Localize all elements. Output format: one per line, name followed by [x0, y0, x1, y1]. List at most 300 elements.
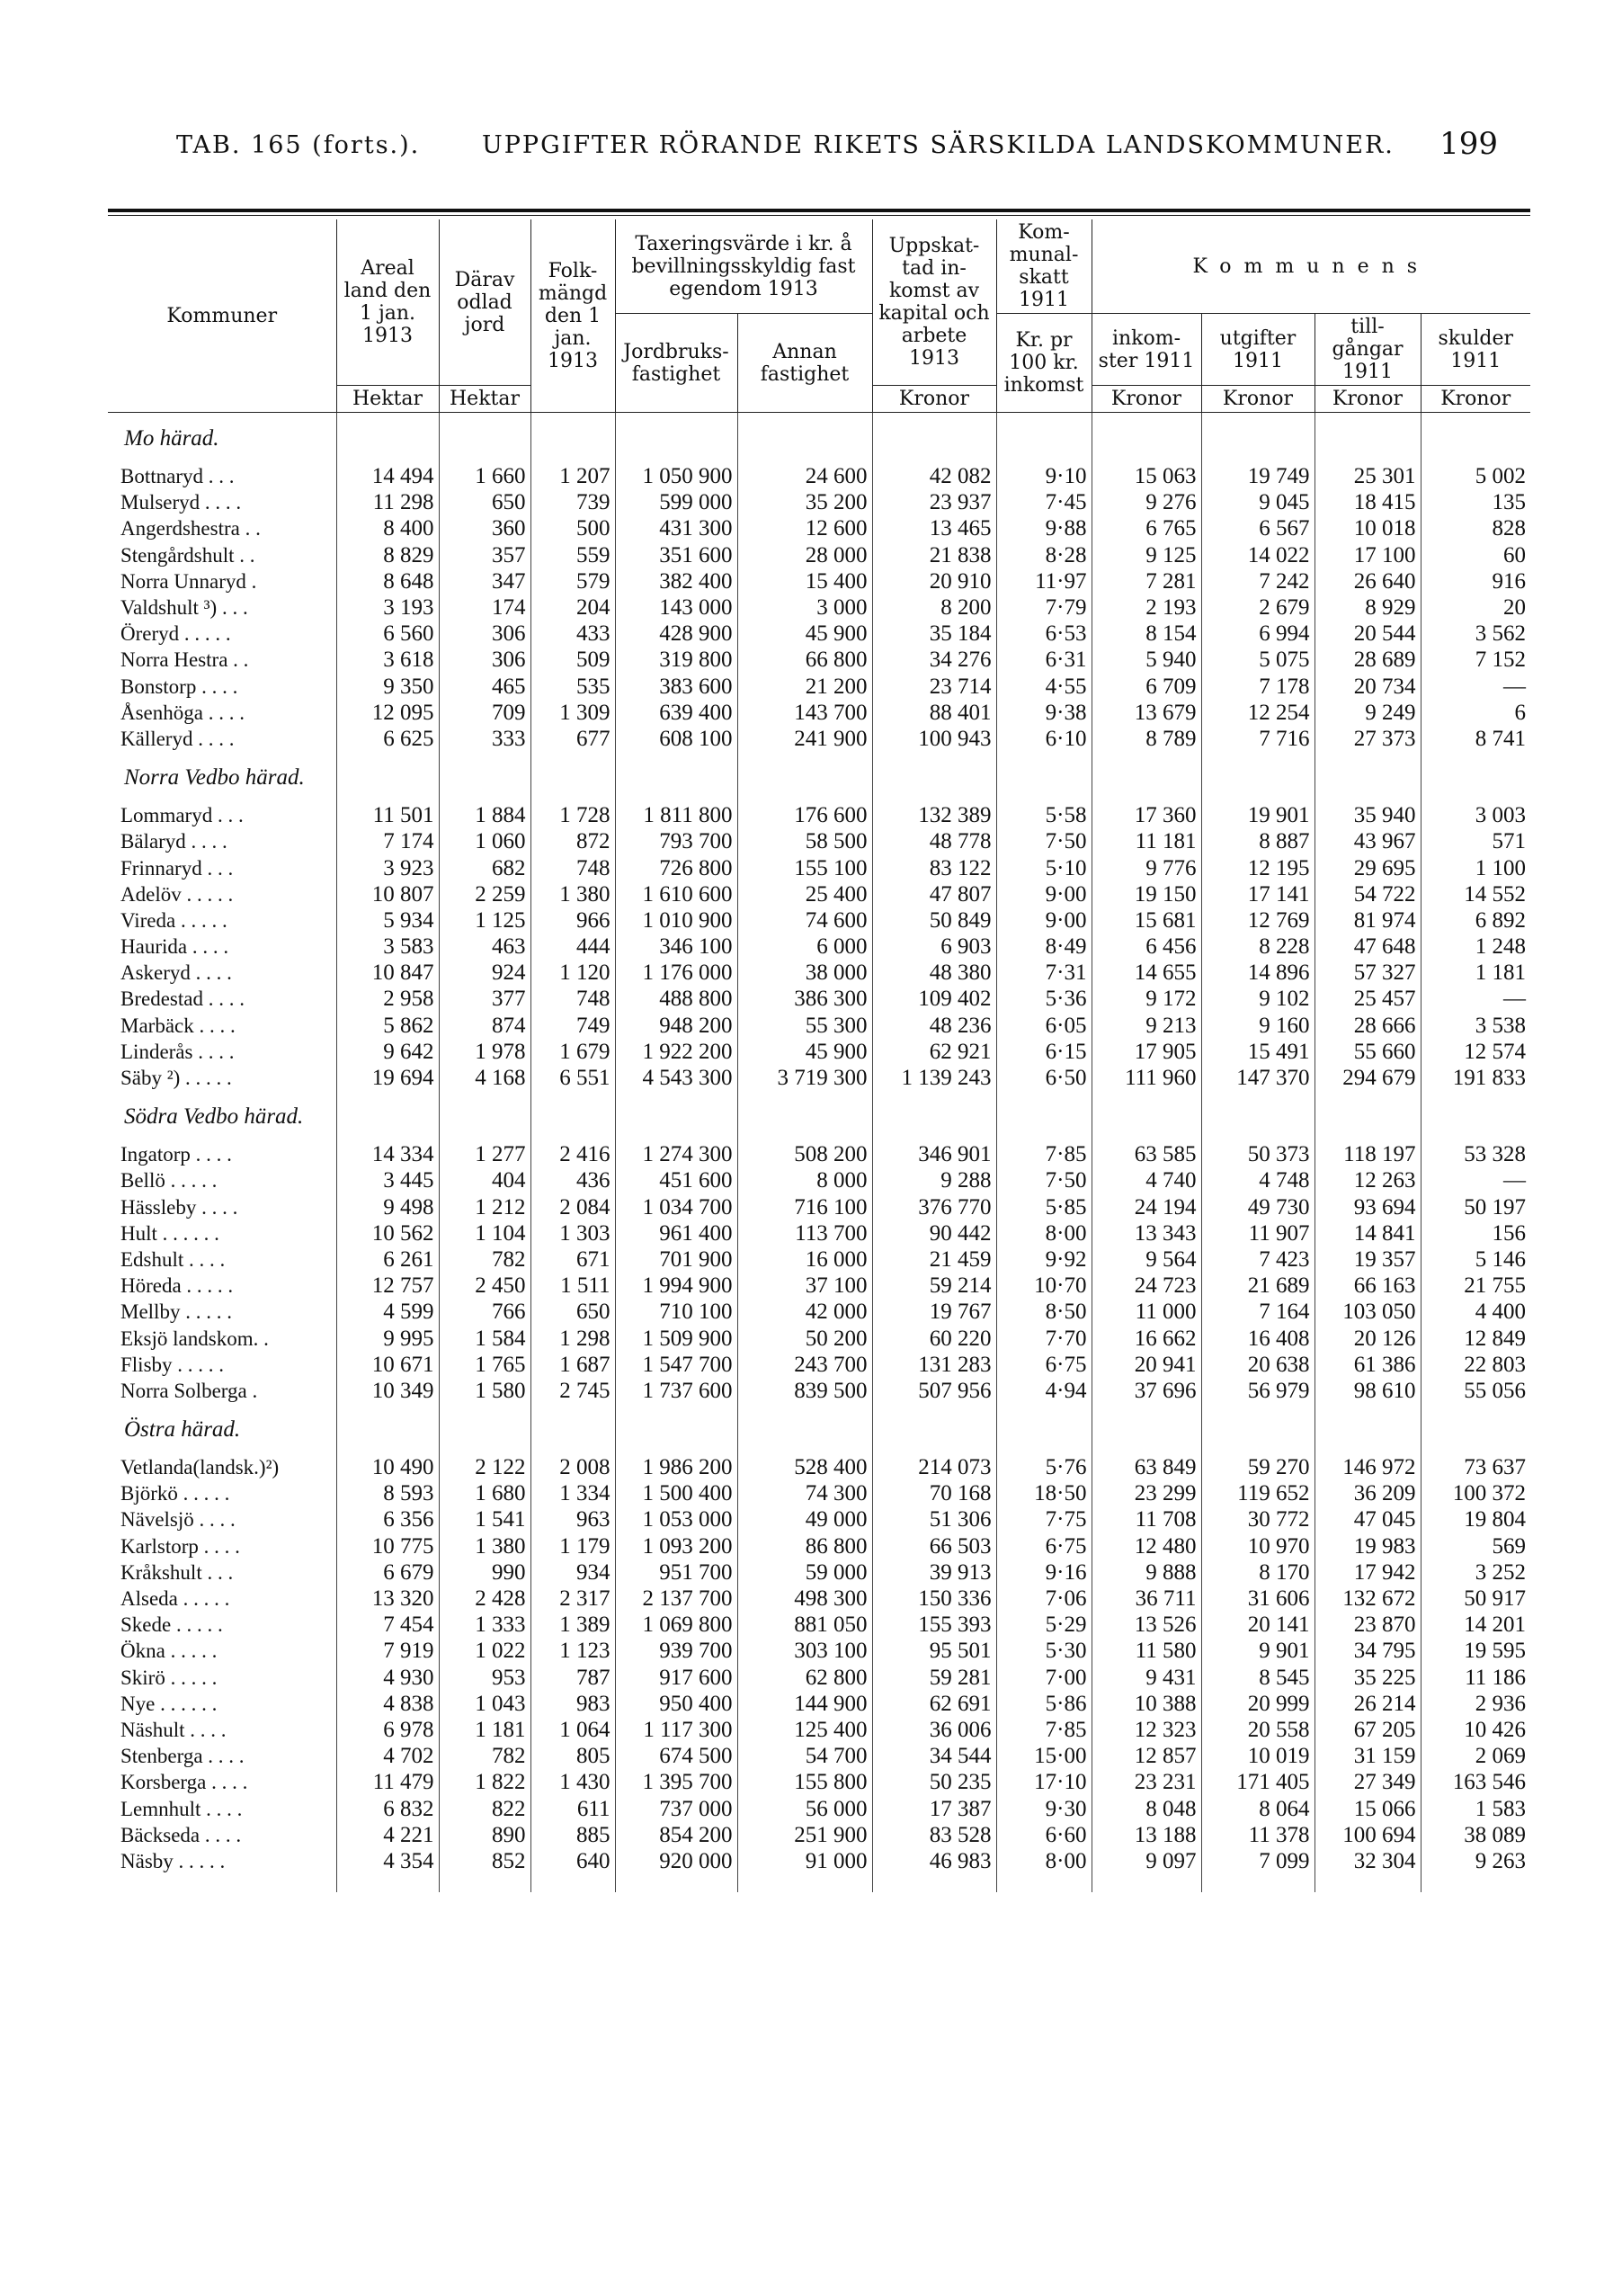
kommun-name: Marbäck . . . .	[120, 1014, 236, 1037]
cell-ut: 17 141	[1201, 881, 1315, 907]
cell-o: 924	[439, 960, 530, 986]
cell-n: 56 000	[737, 1795, 872, 1821]
cell-sk: 73 637	[1421, 1454, 1530, 1480]
cell-n: 144 900	[737, 1691, 872, 1717]
table-row	[108, 463, 1530, 489]
cell-f: 1 389	[530, 1612, 615, 1638]
cell-o: 174	[439, 594, 530, 621]
cell-j: 599 000	[615, 489, 737, 515]
cell-s: 9·10	[996, 463, 1092, 489]
cell-f: 1 298	[530, 1325, 615, 1351]
cell-n: 303 100	[737, 1638, 872, 1664]
table-row	[108, 1480, 1530, 1506]
kommun-name: Mulseryd . . . .	[120, 491, 242, 514]
cell-n: 6 000	[737, 934, 872, 960]
cell-j: 1 176 000	[615, 960, 737, 986]
cell-o: 874	[439, 1013, 530, 1039]
cell-i: 9 097	[1092, 1848, 1201, 1874]
cell-ut: 11 378	[1201, 1822, 1315, 1848]
cell-n: 45 900	[737, 621, 872, 647]
cell-f: 500	[530, 515, 615, 541]
table-row	[108, 726, 1530, 752]
cell-j: 1 053 000	[615, 1506, 737, 1532]
cell-ut: 49 730	[1201, 1194, 1315, 1220]
page-title: UPPGIFTER RÖRANDE RIKETS SÄRSKILDA LANDSKOMMUNER.	[482, 131, 1395, 159]
cell-f: 611	[530, 1795, 615, 1821]
cell-o: 1 580	[439, 1378, 530, 1404]
cell-sk: 916	[1421, 568, 1530, 594]
cell-sk: 14 201	[1421, 1612, 1530, 1638]
table-row	[108, 1848, 1530, 1874]
cell-ut: 119 652	[1201, 1480, 1315, 1506]
cell-s: 5·58	[996, 802, 1092, 828]
cell-f: 650	[530, 1299, 615, 1325]
cell-sk: 3 003	[1421, 802, 1530, 828]
cell-o: 1 884	[439, 802, 530, 828]
cell-f: 1 687	[530, 1352, 615, 1378]
cell-ut: 19 749	[1201, 463, 1315, 489]
cell-u: 19 767	[872, 1299, 996, 1325]
kommun-name: Ökna . . . . .	[120, 1639, 218, 1663]
cell-f: 509	[530, 647, 615, 673]
cell-f: 1 334	[530, 1480, 615, 1506]
cell-a: 19 694	[336, 1065, 439, 1091]
unit-utgifter: Kronor	[1201, 386, 1315, 413]
cell-a: 7 919	[336, 1638, 439, 1664]
cell-u: 6 903	[872, 934, 996, 960]
cell-a: 6 832	[336, 1795, 439, 1821]
cell-n: 49 000	[737, 1506, 872, 1532]
unit-uppskattad: Kronor	[872, 386, 996, 413]
table-header	[108, 219, 1530, 413]
cell-sk: —	[1421, 674, 1530, 700]
table-row	[108, 674, 1530, 700]
district-heading: Södra Vedbo härad.	[124, 1103, 304, 1129]
col-skatt: Kom-munal-skatt 1911	[996, 219, 1092, 314]
table-label: TAB. 165 (forts.).	[176, 131, 421, 159]
cell-i: 9 431	[1092, 1665, 1201, 1691]
table-row	[108, 1039, 1530, 1065]
cell-f: 805	[530, 1743, 615, 1769]
cell-i: 16 662	[1092, 1325, 1201, 1351]
cell-a: 8 593	[336, 1480, 439, 1506]
cell-u: 66 503	[872, 1533, 996, 1559]
kommun-name: Bottnaryd . . .	[120, 465, 235, 488]
cell-a: 8 400	[336, 515, 439, 541]
statistics-table	[108, 219, 1530, 1892]
cell-t: 25 301	[1315, 463, 1421, 489]
unit-inkomster: Kronor	[1092, 386, 1201, 413]
cell-sk: 6 892	[1421, 907, 1530, 934]
cell-ut: 6 994	[1201, 621, 1315, 647]
cell-u: 346 901	[872, 1141, 996, 1167]
cell-n: 528 400	[737, 1454, 872, 1480]
cell-sk: 10 426	[1421, 1717, 1530, 1743]
cell-s: 9·92	[996, 1246, 1092, 1273]
col-tillgangar: till-gångar 1911	[1315, 314, 1421, 386]
cell-f: 436	[530, 1167, 615, 1193]
cell-s: 7·50	[996, 828, 1092, 854]
table-row	[108, 1743, 1530, 1769]
cell-n: 86 800	[737, 1533, 872, 1559]
top-rule	[108, 209, 1530, 212]
kommun-name: Vireda . . . . .	[120, 908, 227, 932]
cell-n: 55 300	[737, 1013, 872, 1039]
cell-ut: 147 370	[1201, 1065, 1315, 1091]
cell-t: 67 205	[1315, 1717, 1421, 1743]
cell-t: 20 544	[1315, 621, 1421, 647]
cell-j: 1 922 200	[615, 1039, 737, 1065]
cell-t: 29 695	[1315, 854, 1421, 880]
cell-t: 54 722	[1315, 881, 1421, 907]
cell-o: 953	[439, 1665, 530, 1691]
table-row	[108, 489, 1530, 515]
table-row	[108, 1299, 1530, 1325]
cell-j: 431 300	[615, 515, 737, 541]
cell-t: 23 870	[1315, 1612, 1421, 1638]
cell-a: 13 320	[336, 1586, 439, 1612]
cell-s: 7·06	[996, 1586, 1092, 1612]
cell-f: 748	[530, 854, 615, 880]
cell-o: 852	[439, 1848, 530, 1874]
cell-sk: 135	[1421, 489, 1530, 515]
cell-u: 48 380	[872, 960, 996, 986]
cell-sk: 6	[1421, 700, 1530, 726]
cell-u: 47 807	[872, 881, 996, 907]
cell-n: 498 300	[737, 1586, 872, 1612]
cell-f: 433	[530, 621, 615, 647]
cell-u: 46 983	[872, 1848, 996, 1874]
cell-i: 6 456	[1092, 934, 1201, 960]
cell-a: 10 562	[336, 1220, 439, 1246]
cell-u: 13 465	[872, 515, 996, 541]
cell-t: 36 209	[1315, 1480, 1421, 1506]
cell-n: 113 700	[737, 1220, 872, 1246]
cell-ut: 4 748	[1201, 1167, 1315, 1193]
cell-j: 1 509 900	[615, 1325, 737, 1351]
cell-s: 7·79	[996, 594, 1092, 621]
cell-a: 9 498	[336, 1194, 439, 1220]
cell-sk: 163 546	[1421, 1769, 1530, 1795]
cell-o: 1 822	[439, 1769, 530, 1795]
cell-o: 357	[439, 542, 530, 568]
cell-i: 20 941	[1092, 1352, 1201, 1378]
cell-j: 951 700	[615, 1559, 737, 1586]
kommun-name: Lommaryd . . .	[120, 804, 244, 827]
cell-o: 1 277	[439, 1141, 530, 1167]
cell-s: 7·31	[996, 960, 1092, 986]
cell-ut: 7 716	[1201, 726, 1315, 752]
cell-u: 376 770	[872, 1194, 996, 1220]
cell-u: 36 006	[872, 1717, 996, 1743]
cell-f: 2 008	[530, 1454, 615, 1480]
col-areal: Areal land den 1 jan. 1913	[336, 219, 439, 386]
cell-sk: 3 562	[1421, 621, 1530, 647]
cell-s: 5·86	[996, 1691, 1092, 1717]
cell-a: 11 479	[336, 1769, 439, 1795]
cell-sk: 828	[1421, 515, 1530, 541]
cell-o: 682	[439, 854, 530, 880]
kommun-name: Skirö . . . . .	[120, 1666, 218, 1689]
cell-o: 1 022	[439, 1638, 530, 1664]
unit-odlad: Hektar	[439, 386, 530, 413]
cell-o: 1 125	[439, 907, 530, 934]
col-kommuner: Kommuner	[108, 219, 336, 413]
cell-j: 608 100	[615, 726, 737, 752]
cell-ut: 11 907	[1201, 1220, 1315, 1246]
cell-ut: 21 689	[1201, 1273, 1315, 1299]
cell-ut: 2 679	[1201, 594, 1315, 621]
cell-o: 2 259	[439, 881, 530, 907]
cell-n: 74 600	[737, 907, 872, 934]
cell-j: 639 400	[615, 700, 737, 726]
cell-n: 62 800	[737, 1665, 872, 1691]
cell-sk: 8 741	[1421, 726, 1530, 752]
table-row	[108, 1769, 1530, 1795]
cell-f: 579	[530, 568, 615, 594]
cell-i: 13 188	[1092, 1822, 1201, 1848]
kommun-name: Stengårdshult . .	[120, 543, 255, 567]
cell-a: 4 221	[336, 1822, 439, 1848]
cell-s: 5·36	[996, 986, 1092, 1012]
kommun-name: Bellö . . . . .	[120, 1169, 218, 1193]
cell-u: 132 389	[872, 802, 996, 828]
cell-a: 6 560	[336, 621, 439, 647]
cell-ut: 9 045	[1201, 489, 1315, 515]
cell-n: 155 100	[737, 854, 872, 880]
cell-u: 1 139 243	[872, 1065, 996, 1091]
cell-ut: 20 999	[1201, 1691, 1315, 1717]
kommun-name: Haurida . . . .	[120, 935, 229, 959]
cell-i: 17 905	[1092, 1039, 1201, 1065]
cell-s: 10·70	[996, 1273, 1092, 1299]
cell-i: 9 213	[1092, 1013, 1201, 1039]
table-row	[108, 1506, 1530, 1532]
table-row	[108, 1559, 1530, 1586]
cell-n: 66 800	[737, 647, 872, 673]
kommun-name: Hässleby . . . .	[120, 1195, 238, 1219]
cell-t: 32 304	[1315, 1848, 1421, 1874]
table-row	[108, 881, 1530, 907]
cell-sk: 38 089	[1421, 1822, 1530, 1848]
kommun-name: Bäckseda . . . .	[120, 1823, 242, 1846]
cell-u: 70 168	[872, 1480, 996, 1506]
cell-t: 100 694	[1315, 1822, 1421, 1848]
kommun-name: Vetlanda(landsk.)²)	[120, 1456, 280, 1479]
cell-s: 6·50	[996, 1065, 1092, 1091]
cell-o: 1 212	[439, 1194, 530, 1220]
cell-j: 4 543 300	[615, 1065, 737, 1091]
cell-t: 132 672	[1315, 1586, 1421, 1612]
cell-s: 8·00	[996, 1848, 1092, 1874]
cell-o: 766	[439, 1299, 530, 1325]
cell-f: 963	[530, 1506, 615, 1532]
cell-a: 2 958	[336, 986, 439, 1012]
cell-j: 1 811 800	[615, 802, 737, 828]
table-row	[108, 907, 1530, 934]
cell-t: 35 225	[1315, 1665, 1421, 1691]
cell-o: 404	[439, 1167, 530, 1193]
cell-s: 9·00	[996, 907, 1092, 934]
cell-t: 25 457	[1315, 986, 1421, 1012]
cell-o: 822	[439, 1795, 530, 1821]
cell-u: 48 236	[872, 1013, 996, 1039]
cell-f: 885	[530, 1822, 615, 1848]
table-end-row	[108, 1874, 1530, 1892]
table-row	[108, 594, 1530, 621]
cell-sk: 14 552	[1421, 881, 1530, 907]
cell-o: 2 428	[439, 1586, 530, 1612]
cell-n: 24 600	[737, 463, 872, 489]
kommun-name: Stenberga . . . .	[120, 1745, 245, 1768]
cell-o: 2 450	[439, 1273, 530, 1299]
cell-f: 1 207	[530, 463, 615, 489]
cell-i: 9 888	[1092, 1559, 1201, 1586]
unit-skulder: Kronor	[1421, 386, 1530, 413]
cell-j: 920 000	[615, 1848, 737, 1874]
kommun-name: Höreda . . . . .	[120, 1274, 234, 1298]
cell-j: 948 200	[615, 1013, 737, 1039]
cell-ut: 7 164	[1201, 1299, 1315, 1325]
kommun-name: Edshult . . . .	[120, 1247, 226, 1271]
cell-t: 35 940	[1315, 802, 1421, 828]
cell-o: 709	[439, 700, 530, 726]
cell-a: 6 356	[336, 1506, 439, 1532]
district-row	[108, 752, 1530, 802]
cell-u: 34 276	[872, 647, 996, 673]
cell-f: 749	[530, 1013, 615, 1039]
cell-o: 465	[439, 674, 530, 700]
cell-sk: 1 100	[1421, 854, 1530, 880]
cell-sk: 60	[1421, 542, 1530, 568]
cell-n: 42 000	[737, 1299, 872, 1325]
cell-ut: 7 242	[1201, 568, 1315, 594]
cell-f: 1 380	[530, 881, 615, 907]
cell-sk: 12 849	[1421, 1325, 1530, 1351]
cell-u: 42 082	[872, 463, 996, 489]
cell-n: 155 800	[737, 1769, 872, 1795]
kommun-name: Öreryd . . . . .	[120, 622, 231, 646]
cell-n: 28 000	[737, 542, 872, 568]
cell-n: 91 000	[737, 1848, 872, 1874]
cell-n: 59 000	[737, 1559, 872, 1586]
cell-n: 35 200	[737, 489, 872, 515]
cell-ut: 8 545	[1201, 1665, 1315, 1691]
cell-t: 27 349	[1315, 1769, 1421, 1795]
kommun-name: Adelöv . . . . .	[120, 882, 234, 906]
cell-s: 5·29	[996, 1612, 1092, 1638]
col-skulder: skulder 1911	[1421, 314, 1530, 386]
cell-f: 1 430	[530, 1769, 615, 1795]
cell-f: 1 179	[530, 1533, 615, 1559]
cell-o: 650	[439, 489, 530, 515]
cell-u: 62 921	[872, 1039, 996, 1065]
cell-j: 1 500 400	[615, 1480, 737, 1506]
cell-i: 11 181	[1092, 828, 1201, 854]
cell-o: 333	[439, 726, 530, 752]
district-row	[108, 1091, 1530, 1141]
cell-j: 428 900	[615, 621, 737, 647]
cell-u: 131 283	[872, 1352, 996, 1378]
cell-o: 2 122	[439, 1454, 530, 1480]
cell-u: 150 336	[872, 1586, 996, 1612]
cell-i: 8 154	[1092, 621, 1201, 647]
cell-sk: 19 804	[1421, 1506, 1530, 1532]
cell-n: 15 400	[737, 568, 872, 594]
cell-a: 10 490	[336, 1454, 439, 1480]
cell-u: 23 714	[872, 674, 996, 700]
cell-n: 839 500	[737, 1378, 872, 1404]
cell-t: 12 263	[1315, 1167, 1421, 1193]
cell-n: 8 000	[737, 1167, 872, 1193]
cell-a: 5 934	[336, 907, 439, 934]
cell-t: 14 841	[1315, 1220, 1421, 1246]
cell-j: 1 274 300	[615, 1141, 737, 1167]
cell-sk: 9 263	[1421, 1848, 1530, 1874]
cell-f: 1 120	[530, 960, 615, 986]
cell-j: 451 600	[615, 1167, 737, 1193]
cell-n: 716 100	[737, 1194, 872, 1220]
cell-o: 1 765	[439, 1352, 530, 1378]
page-number: 199	[1439, 126, 1498, 162]
cell-sk: —	[1421, 1167, 1530, 1193]
kommun-name: Lemnhult . . . .	[120, 1797, 243, 1820]
kommun-name: Norra Solberga .	[120, 1379, 258, 1402]
cell-s: 7·85	[996, 1141, 1092, 1167]
cell-f: 2 084	[530, 1194, 615, 1220]
table-row	[108, 1586, 1530, 1612]
kommun-name: Valdshult ³) . . .	[120, 596, 248, 620]
cell-sk: 571	[1421, 828, 1530, 854]
cell-o: 347	[439, 568, 530, 594]
cell-ut: 50 373	[1201, 1141, 1315, 1167]
cell-t: 8 929	[1315, 594, 1421, 621]
kommun-name: Kråkshult . . .	[120, 1560, 234, 1584]
cell-t: 20 126	[1315, 1325, 1421, 1351]
table-row	[108, 1325, 1530, 1351]
cell-sk: 191 833	[1421, 1065, 1530, 1091]
cell-u: 21 838	[872, 542, 996, 568]
cell-n: 50 200	[737, 1325, 872, 1351]
cell-j: 1 994 900	[615, 1273, 737, 1299]
cell-f: 934	[530, 1559, 615, 1586]
cell-u: 59 281	[872, 1665, 996, 1691]
cell-i: 11 708	[1092, 1506, 1201, 1532]
cell-o: 1 978	[439, 1039, 530, 1065]
table-row	[108, 1638, 1530, 1664]
cell-j: 1 010 900	[615, 907, 737, 934]
cell-s: 9·00	[996, 881, 1092, 907]
cell-f: 787	[530, 1665, 615, 1691]
cell-j: 1 395 700	[615, 1769, 737, 1795]
kommun-name: Skede . . . . .	[120, 1613, 223, 1637]
cell-o: 4 168	[439, 1065, 530, 1091]
cell-i: 12 480	[1092, 1533, 1201, 1559]
cell-f: 1 728	[530, 802, 615, 828]
cell-i: 10 388	[1092, 1691, 1201, 1717]
cell-a: 4 930	[336, 1665, 439, 1691]
cell-sk: 3 252	[1421, 1559, 1530, 1586]
cell-s: 9·16	[996, 1559, 1092, 1586]
cell-s: 9·88	[996, 515, 1092, 541]
cell-o: 1 584	[439, 1325, 530, 1351]
cell-u: 507 956	[872, 1378, 996, 1404]
cell-a: 5 862	[336, 1013, 439, 1039]
kommun-name: Flisby . . . . .	[120, 1353, 225, 1376]
cell-t: 47 648	[1315, 934, 1421, 960]
cell-sk: 19 595	[1421, 1638, 1530, 1664]
col-kommunens: Kommunens	[1092, 219, 1530, 314]
